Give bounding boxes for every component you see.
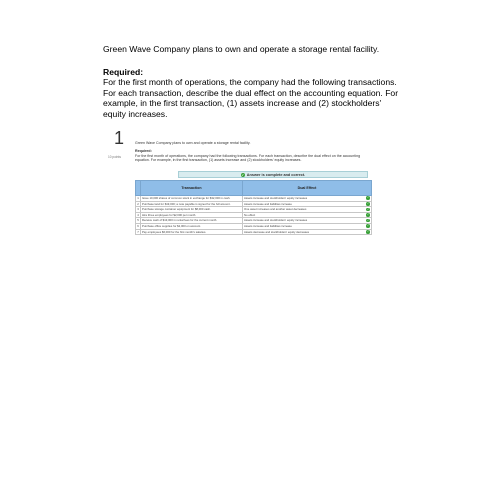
inner-required-text: For the first month of operations, the company had the following transactions. For each transaction, describe the dual effect on the accounting equation. For example, in the first transaction, (1) assets increase and (2) stockholders' equity increases. bbox=[135, 153, 361, 163]
row-effect-select[interactable]: One asset increases and another asset decreases bbox=[244, 207, 307, 212]
check-circle-icon: ✓ bbox=[367, 201, 370, 205]
row-number: 3 bbox=[137, 207, 139, 212]
row-number: 4 bbox=[137, 212, 139, 217]
row-transaction: Purchase land for $19,000; a note payable is signed for the full amount. bbox=[141, 201, 243, 207]
row-effect-select[interactable]: Assets increase and liabilities increase bbox=[244, 224, 292, 229]
intro-line: Green Wave Company plans to own and operate a storage rental facility. bbox=[103, 44, 380, 54]
check-circle-icon: ✓ bbox=[367, 207, 370, 211]
row-transaction: Receive cash of $13,000 in rental fees for the current month. bbox=[141, 218, 243, 224]
row-number: 5 bbox=[137, 218, 139, 223]
check-circle-icon: ✓ bbox=[367, 229, 370, 233]
row-effect-select[interactable]: Assets increase and stockholders' equity increases bbox=[244, 196, 308, 201]
row-effect-select[interactable]: Assets increase and liabilities increase bbox=[244, 201, 292, 206]
inner-intro-line: Green Wave Company plans to own and operate a storage rental facility. bbox=[135, 141, 251, 145]
row-effect-select[interactable]: No effect bbox=[244, 212, 256, 217]
banner-text: Answer is complete and correct. bbox=[246, 172, 306, 177]
row-transaction: Purchase office supplies for $2,000 on account. bbox=[141, 223, 243, 229]
row-transaction: Pay employees $6,000 for the first month's salaries. bbox=[141, 229, 243, 235]
row-transaction: Purchase storage container equipment for $8,000 cash. bbox=[141, 207, 243, 213]
question-intro bbox=[103, 44, 403, 120]
row-transaction: Issue 10,000 shares of common stock in exchange for $32,000 in cash. bbox=[141, 196, 243, 202]
row-number: 7 bbox=[137, 229, 139, 234]
check-circle-icon: ✓ bbox=[367, 224, 370, 228]
answer-status-banner bbox=[178, 171, 368, 178]
required-text: For the first month of operations, the company had the following transactions. For each transaction, describe the dual effect on the accounting equation. For example, in the first transaction, (1) assets increase and (2) stockholders' equity increases. bbox=[103, 77, 399, 119]
question-number: 1 bbox=[114, 128, 125, 148]
row-effect-select[interactable]: Assets decrease and stockholders' equity decreases bbox=[244, 229, 310, 234]
row-effect-cell[interactable] bbox=[243, 229, 372, 235]
header-dual-effect: Dual Effect bbox=[243, 181, 372, 196]
header-transaction: Transaction bbox=[141, 181, 243, 196]
row-number: 1 bbox=[137, 196, 139, 201]
check-circle-icon: ✓ bbox=[367, 213, 370, 217]
row-effect-select[interactable]: Assets increase and stockholders' equity increases bbox=[244, 218, 308, 223]
row-number: 2 bbox=[137, 201, 139, 206]
check-circle-icon: ✓ bbox=[367, 218, 370, 222]
table-header-row bbox=[136, 181, 372, 196]
table-row bbox=[136, 229, 372, 235]
transactions-table bbox=[135, 180, 372, 235]
required-heading: Required: bbox=[103, 66, 144, 77]
check-circle-icon: ✓ bbox=[241, 172, 245, 177]
question-points: 10 points bbox=[108, 155, 121, 159]
check-circle-icon: ✓ bbox=[367, 196, 370, 200]
inner-required-heading: Required: bbox=[135, 149, 152, 154]
row-number: 6 bbox=[137, 224, 139, 229]
row-transaction: Hire three employees for $2,000 per month. bbox=[141, 212, 243, 218]
embedded-question bbox=[135, 141, 375, 163]
